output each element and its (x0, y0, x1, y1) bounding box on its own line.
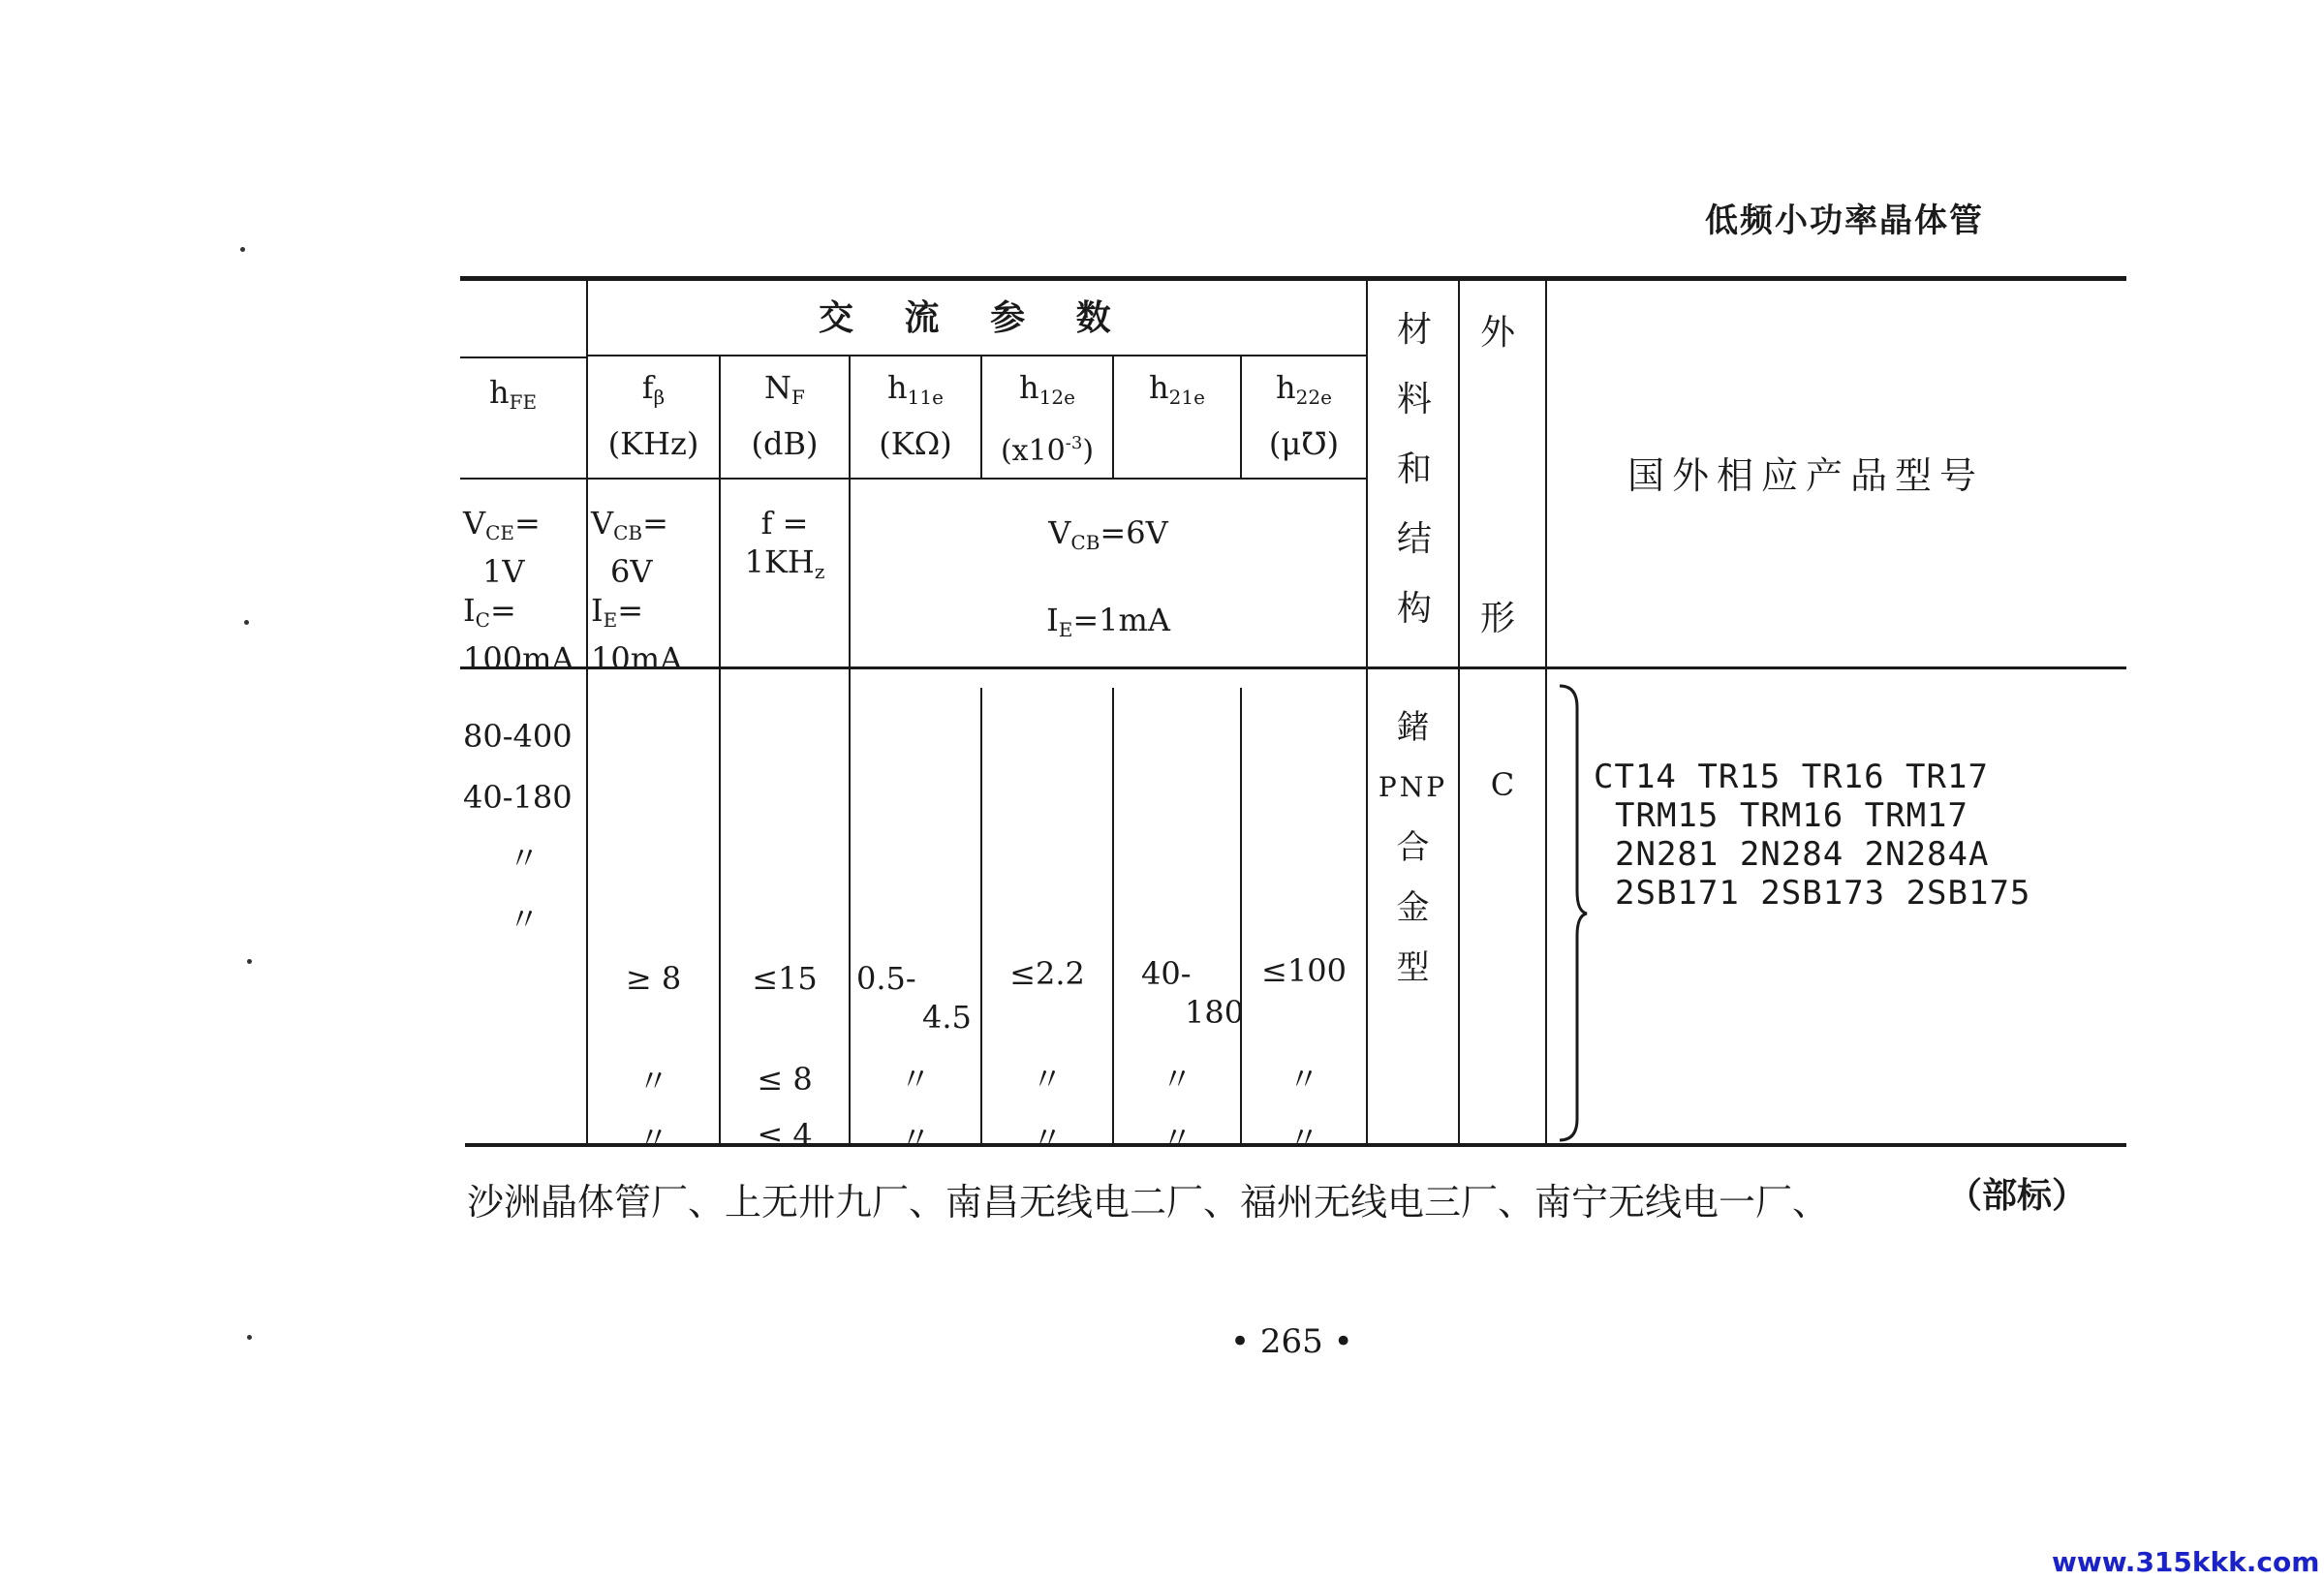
hfe-header: $h_{FE}$ (489, 374, 538, 414)
fbeta-value: ≥ 8 (625, 960, 682, 997)
col-divider-2 (719, 356, 721, 1143)
h12e-value: 〃 (1031, 1120, 1063, 1157)
rule-header-bottom (460, 666, 2126, 669)
foreign-models-header: 国外相应产品型号 (1627, 454, 1985, 497)
manufacturers-note: 沙洲晶体管厂、上无卅九厂、南昌无线电二厂、福州无线电三厂、南宁无线电一厂、 (467, 1181, 1830, 1224)
col-divider-3 (849, 356, 851, 1143)
page-number: • 265 • (1230, 1322, 1353, 1361)
h11e-value: 〃 (899, 1120, 931, 1157)
ac-params-title: 交 流 参 数 (819, 297, 1131, 338)
rule-under-ac-title (586, 355, 1366, 356)
h22e-value: 〃 (1287, 1120, 1319, 1157)
material-structure-header: 材 料 和 结 构 (1396, 310, 1432, 629)
h11e-value: 0.5- 4.5 (856, 960, 972, 1036)
page-header: 低频小功率晶体管 (1705, 201, 1984, 240)
scan-mark (247, 1335, 252, 1340)
col-divider-11 (1458, 281, 1460, 1143)
table-top-rule (460, 276, 2126, 281)
nf-value: ≤15 (752, 960, 818, 997)
nf-value: ≤ 4 (757, 1117, 813, 1154)
standard-note: （部标） (1947, 1175, 2088, 1216)
hfe-value: 80-400 (463, 718, 573, 755)
h22e-value: ≤100 (1261, 952, 1347, 989)
fbeta-value: 〃 (637, 1120, 669, 1157)
header-nf: $N_F$ (dB) (751, 369, 819, 462)
header-h21e: $h_{21e}$ (1149, 369, 1205, 409)
header-fbeta: $f_\beta$ (KHz) (607, 369, 699, 462)
material-body: 鍺 PNP 合 金 型 (1378, 708, 1448, 987)
shape-header-top: 外 (1480, 313, 1516, 353)
fbeta-value: 〃 (637, 1063, 669, 1100)
cond-hfe: $V_{CE}=$ 1V $I_C=$ 100mA (463, 505, 574, 677)
scan-mark (247, 959, 252, 964)
scan-mark (240, 247, 245, 252)
scan-mark (244, 620, 249, 625)
h21e-value: 40- 180 (1141, 955, 1245, 1031)
hfe-value: 〃 (509, 840, 541, 877)
col-divider-12 (1545, 281, 1547, 1143)
watermark: www.315kkk.com (2052, 1546, 2320, 1578)
h22e-value: 〃 (1287, 1061, 1319, 1098)
foreign-models-list: CT14 TR15 TR16 TR17 TRM15 TRM16 TRM17 2N281 2N284 2N284A 2SB171 2SB173 2SB175 (1594, 758, 2031, 913)
h21e-value: 〃 (1161, 1061, 1193, 1098)
header-h22e: $h_{22e}$ (μ℧) (1268, 369, 1340, 462)
h12e-value: 〃 (1031, 1061, 1063, 1098)
cond-h-params: $V_{CB}=6V$ $I_E=1mA$ (1046, 514, 1170, 641)
h12e-value: ≤2.2 (1009, 955, 1085, 992)
shape-value: C (1490, 766, 1515, 803)
rule-under-units (460, 478, 1366, 480)
hfe-value: 40-180 (463, 779, 573, 816)
rule-hfe-top (460, 356, 586, 358)
nf-value: ≤ 8 (757, 1061, 813, 1098)
h11e-value: 〃 (899, 1061, 931, 1098)
shape-header-bottom: 形 (1480, 599, 1516, 638)
brace-icon (1550, 683, 1589, 1143)
header-h12e: $h_{12e}$ $(x10^{-3})$ (1000, 369, 1095, 468)
hfe-value: 〃 (509, 901, 541, 938)
header-h11e: $h_{11e}$ (KΩ) (879, 369, 952, 462)
cond-nf: f = $1KH_z$ (744, 505, 825, 583)
cond-fbeta: $V_{CB}=$ 6V $I_E=$ 10mA (591, 505, 683, 677)
h21e-value: 〃 (1161, 1120, 1193, 1157)
